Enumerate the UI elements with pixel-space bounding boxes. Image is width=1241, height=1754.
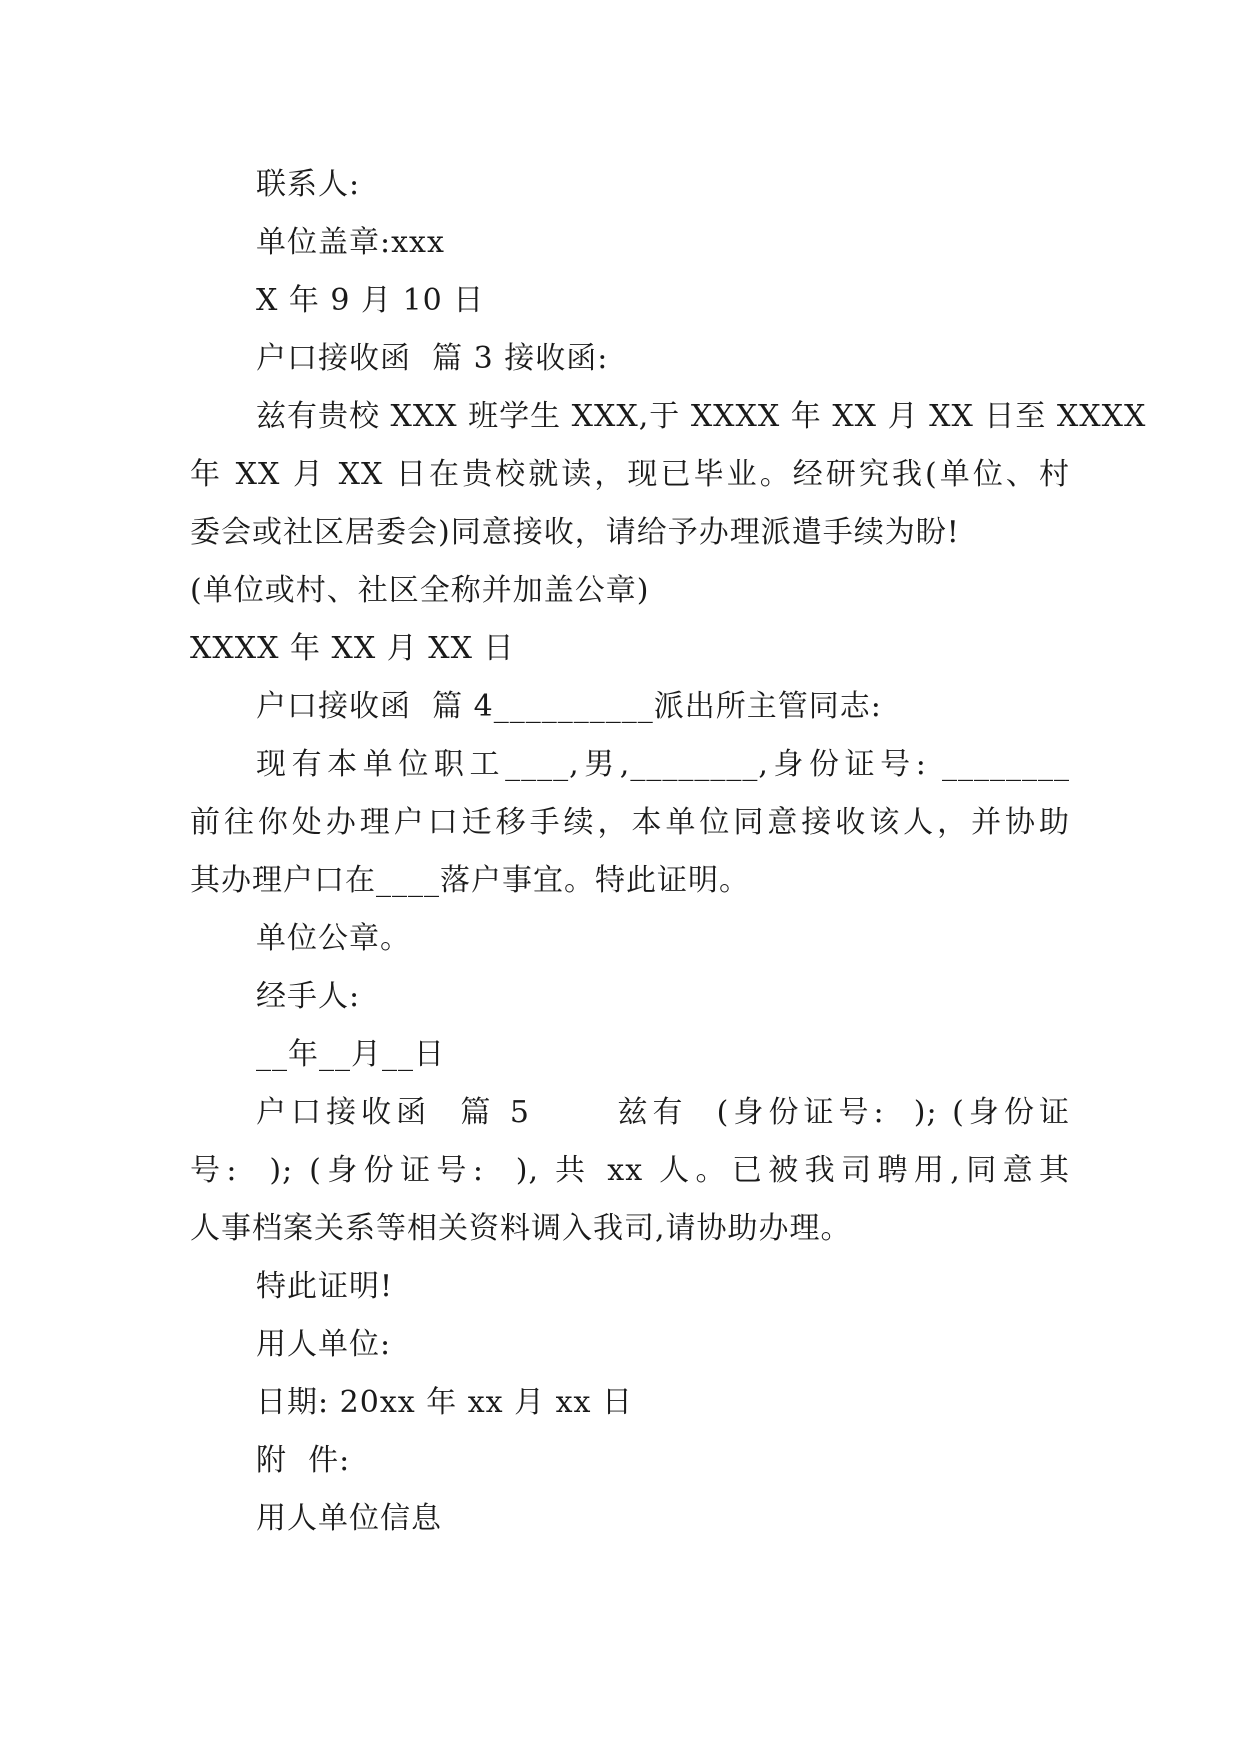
date-line: 日期: 20xx 年 xx 月 xx 日 [256,1385,634,1420]
paragraph-line: 其办理户口在____落户事宜。特此证明。 [190,863,750,898]
certification-line: 特此证明! [256,1269,394,1304]
employer-line: 用人单位: [256,1327,392,1362]
paragraph-line: 现有本单位职工____,男,________,身份证号: ________ [256,747,1070,782]
contact-person-line: 联系人: [256,167,361,202]
date-line: X 年 9 月 10 日 [256,283,485,318]
seal-note-line: (单位或村、社区全称并加盖公章) [190,573,650,608]
paragraph-line: 号: ); (身份证号: ), 共 xx 人。已被我司聘用,同意其 [190,1153,1070,1188]
paragraph-line: 委会或社区居委会)同意接收，请给予办理派遣手续为盼! [190,515,960,550]
paragraph-line: 年 XX 月 XX 日在贵校就读，现已毕业。经研究我(单位、村 [190,457,1070,492]
date-blank-line: __年__月__日 [256,1037,445,1072]
unit-seal-line: 单位公章。 [256,921,411,956]
section-heading-5: 户口接收函 篇 5 兹有 (身份证号: ); (身份证 [256,1095,1070,1130]
paragraph-line: 兹有贵校 XXX 班学生 XXX,于 XXXX 年 XX 月 XX 日至 XXXX [256,399,1147,434]
paragraph-line: 前往你处办理户口迁移手续，本单位同意接收该人，并协助 [190,805,1070,840]
handler-line: 经手人: [256,979,361,1014]
paragraph-line: 人事档案关系等相关资料调入我司,请协助办理。 [190,1211,852,1246]
date-line: XXXX 年 XX 月 XX 日 [190,631,515,666]
employer-info-line: 用人单位信息 [256,1501,442,1536]
unit-seal-line: 单位盖章:xxx [256,225,445,260]
attachment-line: 附 件: [256,1443,351,1478]
section-heading-3: 户口接收函 篇 3 接收函: [256,341,609,376]
section-heading-4: 户口接收函 篇 4__________派出所主管同志: [256,689,882,724]
